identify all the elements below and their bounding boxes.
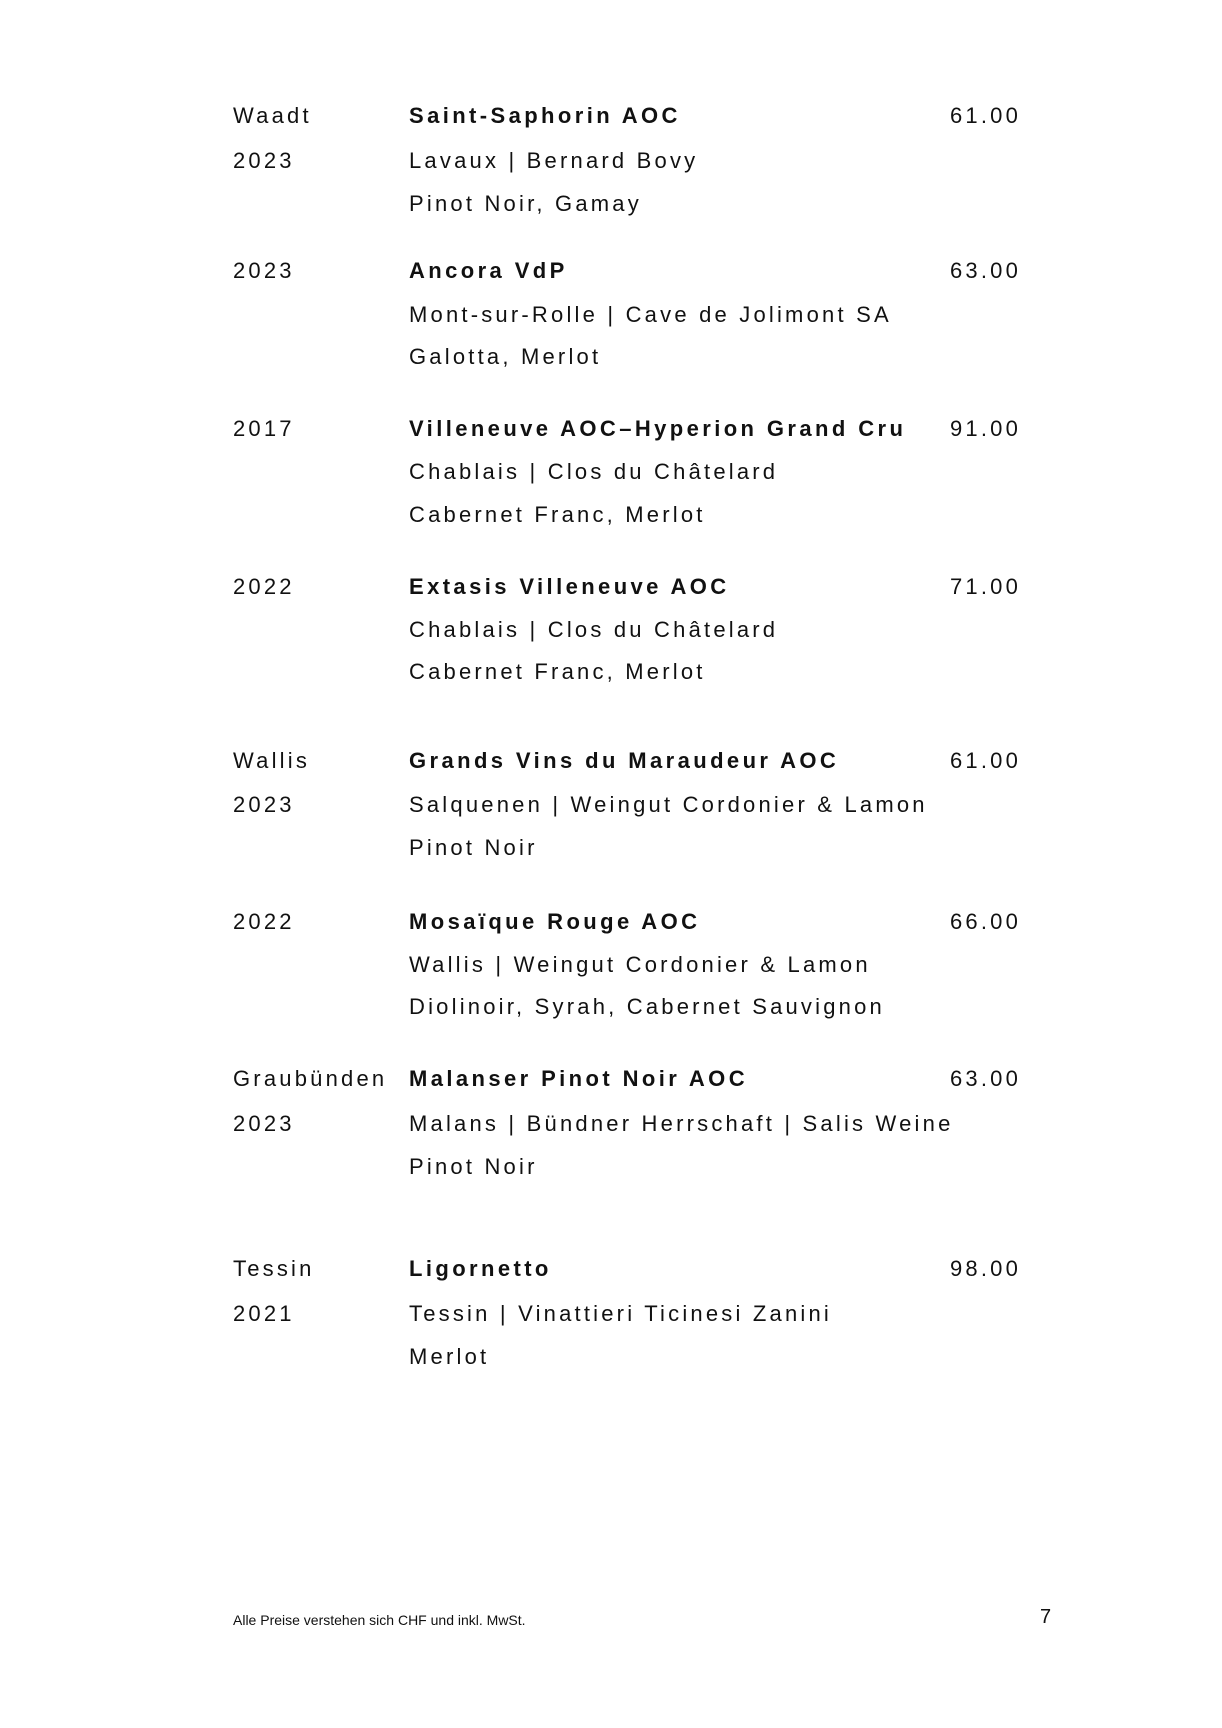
- wine-origin: Chablais | Clos du Châtelard: [409, 459, 779, 484]
- wine-grapes: Pinot Noir: [409, 1154, 538, 1179]
- region-label: Waadt: [233, 103, 312, 128]
- wine-grapes: Galotta, Merlot: [409, 344, 602, 369]
- wine-origin: Wallis | Weingut Cordonier & Lamon: [409, 952, 871, 977]
- region-label: Tessin: [233, 1256, 315, 1281]
- wine-price: 63.00: [950, 1066, 1022, 1091]
- vintage-year: 2021: [233, 1301, 295, 1326]
- vintage-year: 2022: [233, 909, 295, 934]
- wine-origin: Salquenen | Weingut Cordonier & Lamon: [409, 792, 928, 817]
- price-note: Alle Preise verstehen sich CHF und inkl. MwSt.: [233, 1612, 526, 1628]
- region-label: Wallis: [233, 748, 311, 773]
- page-number: 7: [1040, 1606, 1052, 1628]
- wine-price: 91.00: [950, 416, 1022, 441]
- wine-name: Villeneuve AOC–Hyperion Grand Cru: [409, 416, 907, 441]
- vintage-year: 2022: [233, 574, 295, 599]
- wine-name: Grands Vins du Maraudeur AOC: [409, 748, 840, 773]
- wine-price: 98.00: [950, 1256, 1022, 1281]
- wine-origin: Mont-sur-Rolle | Cave de Jolimont SA: [409, 302, 892, 327]
- wine-price: 61.00: [950, 748, 1022, 773]
- wine-name: Mosaïque Rouge AOC: [409, 909, 701, 934]
- wine-name: Malanser Pinot Noir AOC: [409, 1066, 748, 1091]
- wine-origin: Lavaux | Bernard Bovy: [409, 148, 699, 173]
- wine-price: 63.00: [950, 258, 1022, 283]
- wine-name: Extasis Villeneuve AOC: [409, 574, 730, 599]
- region-label: Graubünden: [233, 1066, 388, 1091]
- wine-origin: Chablais | Clos du Châtelard: [409, 617, 779, 642]
- wine-price: 61.00: [950, 103, 1022, 128]
- wine-grapes: Pinot Noir, Gamay: [409, 191, 642, 216]
- wine-name: Ancora VdP: [409, 258, 568, 283]
- vintage-year: 2023: [233, 1111, 295, 1136]
- wine-grapes: Merlot: [409, 1344, 490, 1369]
- wine-name: Ligornetto: [409, 1256, 552, 1281]
- wine-grapes: Diolinoir, Syrah, Cabernet Sauvignon: [409, 994, 885, 1019]
- vintage-year: 2023: [233, 148, 295, 173]
- vintage-year: 2023: [233, 258, 295, 283]
- wine-grapes: Pinot Noir: [409, 835, 538, 860]
- wine-price: 66.00: [950, 909, 1022, 934]
- wine-grapes: Cabernet Franc, Merlot: [409, 502, 706, 527]
- wine-origin: Tessin | Vinattieri Ticinesi Zanini: [409, 1301, 832, 1326]
- vintage-year: 2023: [233, 792, 295, 817]
- wine-price: 71.00: [950, 574, 1022, 599]
- wine-grapes: Cabernet Franc, Merlot: [409, 659, 706, 684]
- vintage-year: 2017: [233, 416, 295, 441]
- wine-origin: Malans | Bündner Herrschaft | Salis Weine: [409, 1111, 954, 1136]
- wine-name: Saint-Saphorin AOC: [409, 103, 681, 128]
